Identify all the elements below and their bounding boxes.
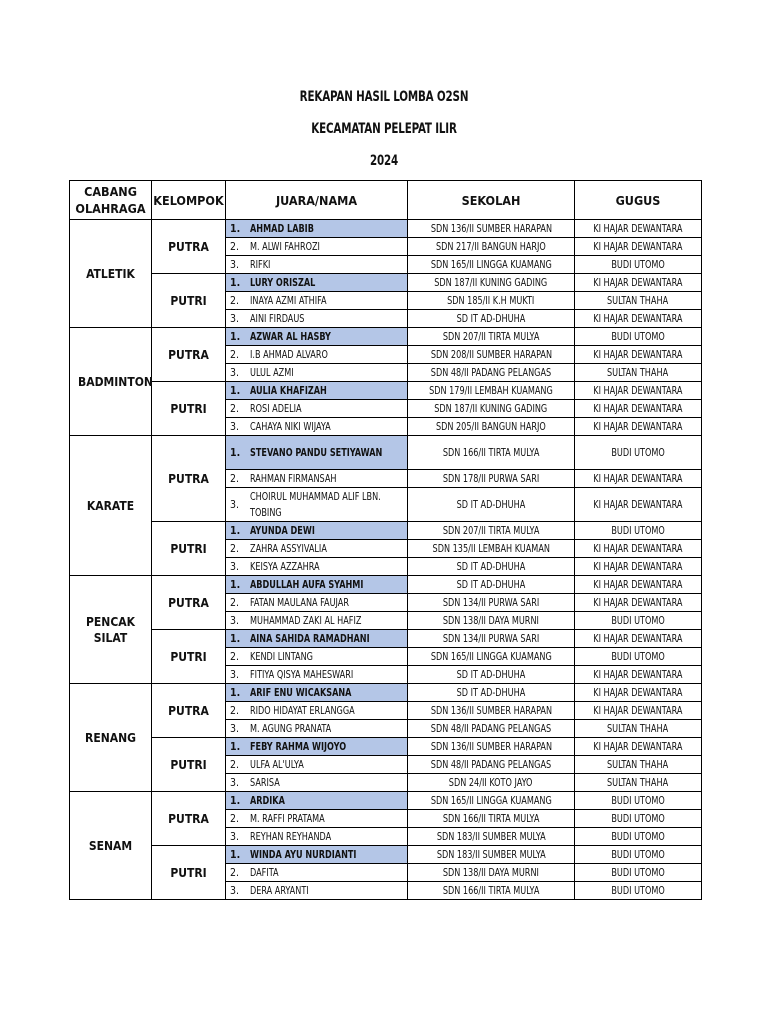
gugus-cell: [575, 648, 702, 666]
gugus-cell: [575, 400, 702, 418]
name-cell: [248, 488, 408, 522]
athlete-name: RIFKI: [249, 258, 270, 271]
school-cell: [408, 292, 575, 310]
school-cell: [408, 400, 575, 418]
rank-cell: 2.: [226, 470, 248, 488]
cabang-cell: RENANG: [70, 684, 152, 792]
athlete-name: WINDA AYU NURDIANTI: [249, 848, 356, 861]
gugus-cell: [575, 666, 702, 684]
rank-cell: 3.: [226, 488, 248, 522]
table-header-row: [70, 181, 702, 220]
header-juara: JUARA/NAMA: [226, 181, 408, 220]
athlete-name: ZAHRA ASSYIVALIA: [249, 542, 327, 555]
rank-cell: 1.: [226, 792, 248, 810]
gugus-name: KI HAJAR DEWANTARA: [593, 498, 683, 511]
gugus-cell: [575, 684, 702, 702]
school-name: SDN 136/II SUMBER HARAPAN: [430, 704, 552, 717]
gugus-name: KI HAJAR DEWANTARA: [593, 686, 683, 699]
rank-cell: 1.: [226, 738, 248, 756]
school-cell: [408, 238, 575, 256]
school-name: SDN 48/II PADANG PELANGAS: [430, 366, 552, 379]
gugus-name: SULTAN THAHA: [607, 776, 669, 789]
kelompok-cell: PUTRI: [152, 846, 226, 900]
gugus-name: BUDI UTOMO: [611, 258, 665, 271]
rank-cell: 3.: [226, 418, 248, 436]
name-cell: [248, 684, 408, 702]
school-cell: [408, 648, 575, 666]
rank-cell: 1.: [226, 684, 248, 702]
school-cell: [408, 558, 575, 576]
school-name: SDN 135/II LEMBAH KUAMAN: [432, 542, 550, 555]
school-cell: [408, 310, 575, 328]
school-name: SD IT AD-DHUHA: [456, 578, 526, 591]
rank-cell: 3.: [226, 720, 248, 738]
gugus-name: KI HAJAR DEWANTARA: [593, 560, 683, 573]
athlete-name: SARISA: [249, 776, 280, 789]
rank-cell: 2.: [226, 648, 248, 666]
school-name: SDN 217/II BANGUN HARJO: [436, 240, 546, 253]
athlete-name: FATAN MAULANA FAUJAR: [249, 596, 349, 609]
name-cell: [248, 274, 408, 292]
school-name: SDN 138/II DAYA MURNI: [442, 866, 540, 879]
name-cell: [248, 774, 408, 792]
document-title: REKAPAN HASIL LOMBA O2SN: [299, 89, 469, 105]
results-table-body: [70, 220, 702, 900]
name-cell: [248, 612, 408, 630]
gugus-cell: [575, 810, 702, 828]
school-cell: [408, 576, 575, 594]
table-row: [70, 274, 702, 292]
gugus-cell: [575, 612, 702, 630]
gugus-name: BUDI UTOMO: [611, 794, 665, 807]
school-name: SDN 138/II DAYA MURNI: [442, 614, 540, 627]
rank-cell: 3.: [226, 882, 248, 900]
rank-cell: 1.: [226, 328, 248, 346]
gugus-cell: [575, 238, 702, 256]
kelompok-cell: PUTRI: [152, 382, 226, 436]
name-cell: [248, 540, 408, 558]
name-cell: [248, 648, 408, 666]
athlete-name: KENDI LINTANG: [249, 650, 313, 663]
table-row: [70, 684, 702, 702]
school-name: SDN 166/II TIRTA MULYA: [442, 446, 540, 459]
athlete-name: LURY ORISZAL: [249, 276, 315, 289]
school-name: SD IT AD-DHUHA: [456, 560, 526, 573]
school-cell: [408, 882, 575, 900]
school-cell: [408, 522, 575, 540]
header-gugus: GUGUS: [575, 181, 702, 220]
athlete-name: ROSI ADELIA: [249, 402, 302, 415]
gugus-name: BUDI UTOMO: [611, 884, 665, 897]
gugus-name: BUDI UTOMO: [611, 524, 665, 537]
header-kelompok: KELOMPOK: [152, 181, 226, 220]
kelompok-cell: PUTRI: [152, 522, 226, 576]
athlete-name: ARDIKA: [249, 794, 285, 807]
gugus-cell: [575, 756, 702, 774]
gugus-name: KI HAJAR DEWANTARA: [593, 668, 683, 681]
school-name: SDN 178/II PURWA SARI: [442, 472, 540, 485]
school-name: SDN 183/II SUMBER MULYA: [436, 830, 546, 843]
gugus-name: KI HAJAR DEWANTARA: [593, 384, 683, 397]
name-cell: [248, 558, 408, 576]
kelompok-cell: PUTRI: [152, 738, 226, 792]
cabang-cell: PENCAK SILAT: [70, 576, 152, 684]
school-name: SDN 166/II TIRTA MULYA: [442, 884, 540, 897]
gugus-cell: [575, 418, 702, 436]
gugus-name: SULTAN THAHA: [607, 758, 669, 771]
athlete-name: KEISYA AZZAHRA: [249, 560, 320, 573]
athlete-name: RAHMAN FIRMANSAH: [249, 472, 337, 485]
table-row: [70, 220, 702, 238]
athlete-name: AULIA KHAFIZAH: [249, 384, 327, 397]
name-cell: [248, 522, 408, 540]
rank-cell: 2.: [226, 756, 248, 774]
gugus-cell: [575, 792, 702, 810]
name-cell: [248, 470, 408, 488]
school-cell: [408, 612, 575, 630]
athlete-name: ULUL AZMI: [249, 366, 294, 379]
gugus-cell: [575, 702, 702, 720]
rank-cell: 3.: [226, 558, 248, 576]
name-cell: [248, 756, 408, 774]
gugus-cell: [575, 470, 702, 488]
athlete-name: AYUNDA DEWI: [249, 524, 315, 537]
table-row: [70, 630, 702, 648]
school-name: SDN 207/II TIRTA MULYA: [442, 524, 540, 537]
name-cell: [248, 810, 408, 828]
gugus-cell: [575, 828, 702, 846]
table-row: [70, 382, 702, 400]
school-name: SDN 136/II SUMBER HARAPAN: [430, 740, 552, 753]
school-cell: [408, 756, 575, 774]
school-name: SDN 24/II KOTO JAYO: [449, 776, 533, 789]
gugus-name: KI HAJAR DEWANTARA: [593, 402, 683, 415]
name-cell: [248, 328, 408, 346]
school-cell: [408, 418, 575, 436]
table-row: [70, 576, 702, 594]
gugus-cell: [575, 522, 702, 540]
rank-cell: 3.: [226, 666, 248, 684]
gugus-cell: [575, 364, 702, 382]
gugus-cell: [575, 630, 702, 648]
gugus-cell: [575, 864, 702, 882]
rank-cell: 2.: [226, 864, 248, 882]
cabang-cell: ATLETIK: [70, 220, 152, 328]
kelompok-cell: PUTRA: [152, 576, 226, 630]
document-subtitle-year: 2024: [369, 153, 399, 169]
school-cell: [408, 846, 575, 864]
gugus-name: KI HAJAR DEWANTARA: [593, 578, 683, 591]
name-cell: [248, 666, 408, 684]
athlete-name: CAHAYA NIKI WIJAYA: [249, 420, 331, 433]
cabang-cell: KARATE: [70, 436, 152, 576]
athlete-name: AHMAD LABIB: [249, 222, 314, 235]
rank-cell: 1.: [226, 274, 248, 292]
rank-cell: 2.: [226, 540, 248, 558]
school-cell: [408, 382, 575, 400]
gugus-cell: [575, 382, 702, 400]
gugus-name: KI HAJAR DEWANTARA: [593, 472, 683, 485]
gugus-cell: [575, 436, 702, 470]
rank-cell: 2.: [226, 238, 248, 256]
rank-cell: 1.: [226, 382, 248, 400]
athlete-name: FITIYA QISYA MAHESWARI: [249, 668, 353, 681]
gugus-name: KI HAJAR DEWANTARA: [593, 542, 683, 555]
gugus-name: KI HAJAR DEWANTARA: [593, 596, 683, 609]
school-name: SDN 187/II KUNING GADING: [434, 402, 548, 415]
name-cell: [248, 576, 408, 594]
table-row: [70, 522, 702, 540]
school-name: SDN 165/II LINGGA KUAMANG: [430, 794, 552, 807]
gugus-cell: [575, 328, 702, 346]
kelompok-cell: PUTRA: [152, 220, 226, 274]
gugus-name: BUDI UTOMO: [611, 446, 665, 459]
rank-cell: 2.: [226, 346, 248, 364]
school-name: SDN 136/II SUMBER HARAPAN: [430, 222, 552, 235]
table-row: [70, 436, 702, 470]
rank-cell: 2.: [226, 810, 248, 828]
athlete-name: INAYA AZMI ATHIFA: [249, 294, 327, 307]
document-subtitle-district: KECAMATAN PELEPAT ILIR: [311, 121, 457, 137]
kelompok-cell: PUTRA: [152, 792, 226, 846]
school-cell: [408, 470, 575, 488]
athlete-name: M. ALWI FAHROZI: [249, 240, 320, 253]
school-name: SDN 183/II SUMBER MULYA: [436, 848, 546, 861]
athlete-name: CHOIRUL MUHAMMAD ALIF LBN. TOBING: [249, 490, 381, 519]
athlete-name: DERA ARYANTI: [249, 884, 309, 897]
gugus-name: BUDI UTOMO: [611, 866, 665, 879]
rank-cell: 3.: [226, 774, 248, 792]
school-cell: [408, 274, 575, 292]
school-name: SDN 134/II PURWA SARI: [442, 596, 540, 609]
school-name: SDN 207/II TIRTA MULYA: [442, 330, 540, 343]
gugus-name: BUDI UTOMO: [611, 812, 665, 825]
school-cell: [408, 436, 575, 470]
name-cell: [248, 310, 408, 328]
school-name: SDN 134/II PURWA SARI: [442, 632, 540, 645]
rank-cell: 3.: [226, 310, 248, 328]
name-cell: [248, 436, 408, 470]
gugus-name: KI HAJAR DEWANTARA: [593, 240, 683, 253]
school-name: SDN 165/II LINGGA KUAMANG: [430, 650, 552, 663]
athlete-name: AINA SAHIDA RAMADHANI: [249, 632, 370, 645]
rank-cell: 2.: [226, 400, 248, 418]
gugus-name: KI HAJAR DEWANTARA: [593, 312, 683, 325]
athlete-name: RIDO HIDAYAT ERLANGGA: [249, 704, 355, 717]
name-cell: [248, 702, 408, 720]
name-cell: [248, 594, 408, 612]
kelompok-cell: PUTRI: [152, 630, 226, 684]
table-row: [70, 792, 702, 810]
school-name: SDN 208/II SUMBER HARAPAN: [430, 348, 552, 361]
gugus-name: BUDI UTOMO: [611, 848, 665, 861]
athlete-name: REYHAN REYHANDA: [249, 830, 331, 843]
cabang-cell: SENAM: [70, 792, 152, 900]
gugus-cell: [575, 292, 702, 310]
school-name: SD IT AD-DHUHA: [456, 312, 526, 325]
school-cell: [408, 488, 575, 522]
kelompok-cell: PUTRA: [152, 328, 226, 382]
name-cell: [248, 882, 408, 900]
gugus-cell: [575, 540, 702, 558]
header-cabang: CABANG OLAHRAGA: [70, 181, 152, 220]
name-cell: [248, 738, 408, 756]
school-name: SDN 185/II K.H MUKTI: [447, 294, 535, 307]
gugus-cell: [575, 274, 702, 292]
gugus-name: SULTAN THAHA: [607, 294, 669, 307]
rank-cell: 1.: [226, 630, 248, 648]
school-cell: [408, 346, 575, 364]
name-cell: [248, 292, 408, 310]
gugus-name: KI HAJAR DEWANTARA: [593, 222, 683, 235]
school-cell: [408, 684, 575, 702]
school-name: SDN 165/II LINGGA KUAMANG: [430, 258, 552, 271]
school-cell: [408, 594, 575, 612]
athlete-name: I.B AHMAD ALVARO: [249, 348, 328, 361]
gugus-cell: [575, 310, 702, 328]
school-name: SDN 179/II LEMBAH KUAMANG: [429, 384, 553, 397]
gugus-cell: [575, 256, 702, 274]
school-name: SD IT AD-DHUHA: [456, 686, 526, 699]
school-name: SDN 48/II PADANG PELANGAS: [430, 758, 552, 771]
school-cell: [408, 810, 575, 828]
gugus-name: KI HAJAR DEWANTARA: [593, 420, 683, 433]
name-cell: [248, 792, 408, 810]
athlete-name: MUHAMMAD ZAKI AL HAFIZ: [249, 614, 361, 627]
results-table: [69, 180, 702, 900]
gugus-name: KI HAJAR DEWANTARA: [593, 632, 683, 645]
gugus-cell: [575, 774, 702, 792]
school-cell: [408, 328, 575, 346]
athlete-name: DAFITA: [249, 866, 279, 879]
gugus-cell: [575, 576, 702, 594]
rank-cell: 2.: [226, 702, 248, 720]
athlete-name: ULFA AL'ULYA: [249, 758, 304, 771]
school-cell: [408, 792, 575, 810]
name-cell: [248, 256, 408, 274]
athlete-name: M. AGUNG PRANATA: [249, 722, 331, 735]
school-cell: [408, 666, 575, 684]
school-name: SD IT AD-DHUHA: [456, 668, 526, 681]
kelompok-cell: PUTRA: [152, 436, 226, 522]
gugus-name: BUDI UTOMO: [611, 650, 665, 663]
rank-cell: 3.: [226, 828, 248, 846]
school-name: SDN 166/II TIRTA MULYA: [442, 812, 540, 825]
athlete-name: STEVANO PANDU SETIYAWAN: [249, 446, 382, 459]
kelompok-cell: PUTRI: [152, 274, 226, 328]
gugus-cell: [575, 220, 702, 238]
gugus-cell: [575, 738, 702, 756]
rank-cell: 1.: [226, 522, 248, 540]
gugus-cell: [575, 882, 702, 900]
rank-cell: 3.: [226, 256, 248, 274]
school-cell: [408, 864, 575, 882]
table-row: [70, 328, 702, 346]
athlete-name: ARIF ENU WICAKSANA: [249, 686, 351, 699]
name-cell: [248, 346, 408, 364]
name-cell: [248, 238, 408, 256]
rank-cell: 1.: [226, 220, 248, 238]
kelompok-cell: PUTRA: [152, 684, 226, 738]
name-cell: [248, 864, 408, 882]
school-cell: [408, 256, 575, 274]
school-cell: [408, 828, 575, 846]
athlete-name: AINI FIRDAUS: [249, 312, 304, 325]
athlete-name: M. RAFFI PRATAMA: [249, 812, 325, 825]
school-cell: [408, 540, 575, 558]
gugus-cell: [575, 558, 702, 576]
rank-cell: 1.: [226, 436, 248, 470]
school-name: SDN 187/II KUNING GADING: [434, 276, 548, 289]
rank-cell: 3.: [226, 364, 248, 382]
name-cell: [248, 418, 408, 436]
table-row: [70, 846, 702, 864]
athlete-name: AZWAR AL HASBY: [249, 330, 331, 343]
cabang-cell: BADMINTON: [70, 328, 152, 436]
gugus-name: KI HAJAR DEWANTARA: [593, 704, 683, 717]
gugus-cell: [575, 488, 702, 522]
school-cell: [408, 364, 575, 382]
school-cell: [408, 738, 575, 756]
school-cell: [408, 720, 575, 738]
gugus-name: SULTAN THAHA: [607, 722, 669, 735]
header-sekolah: SEKOLAH: [408, 181, 575, 220]
name-cell: [248, 364, 408, 382]
table-row: [70, 738, 702, 756]
rank-cell: 1.: [226, 576, 248, 594]
gugus-cell: [575, 846, 702, 864]
athlete-name: ABDULLAH AUFA SYAHMI: [249, 578, 363, 591]
gugus-cell: [575, 346, 702, 364]
gugus-name: SULTAN THAHA: [607, 366, 669, 379]
athlete-name: FEBY RAHMA WIJOYO: [249, 740, 346, 753]
gugus-name: BUDI UTOMO: [611, 830, 665, 843]
name-cell: [248, 846, 408, 864]
name-cell: [248, 400, 408, 418]
gugus-name: BUDI UTOMO: [611, 614, 665, 627]
school-cell: [408, 630, 575, 648]
gugus-name: BUDI UTOMO: [611, 330, 665, 343]
rank-cell: 3.: [226, 612, 248, 630]
name-cell: [248, 630, 408, 648]
gugus-name: KI HAJAR DEWANTARA: [593, 348, 683, 361]
gugus-name: KI HAJAR DEWANTARA: [593, 276, 683, 289]
school-name: SDN 205/II BANGUN HARJO: [436, 420, 546, 433]
rank-cell: 1.: [226, 846, 248, 864]
gugus-name: KI HAJAR DEWANTARA: [593, 740, 683, 753]
school-cell: [408, 774, 575, 792]
name-cell: [248, 382, 408, 400]
gugus-cell: [575, 720, 702, 738]
gugus-cell: [575, 594, 702, 612]
school-name: SD IT AD-DHUHA: [456, 498, 526, 511]
school-cell: [408, 702, 575, 720]
name-cell: [248, 220, 408, 238]
school-cell: [408, 220, 575, 238]
school-name: SDN 48/II PADANG PELANGAS: [430, 722, 552, 735]
name-cell: [248, 720, 408, 738]
name-cell: [248, 828, 408, 846]
rank-cell: 2.: [226, 292, 248, 310]
rank-cell: 2.: [226, 594, 248, 612]
